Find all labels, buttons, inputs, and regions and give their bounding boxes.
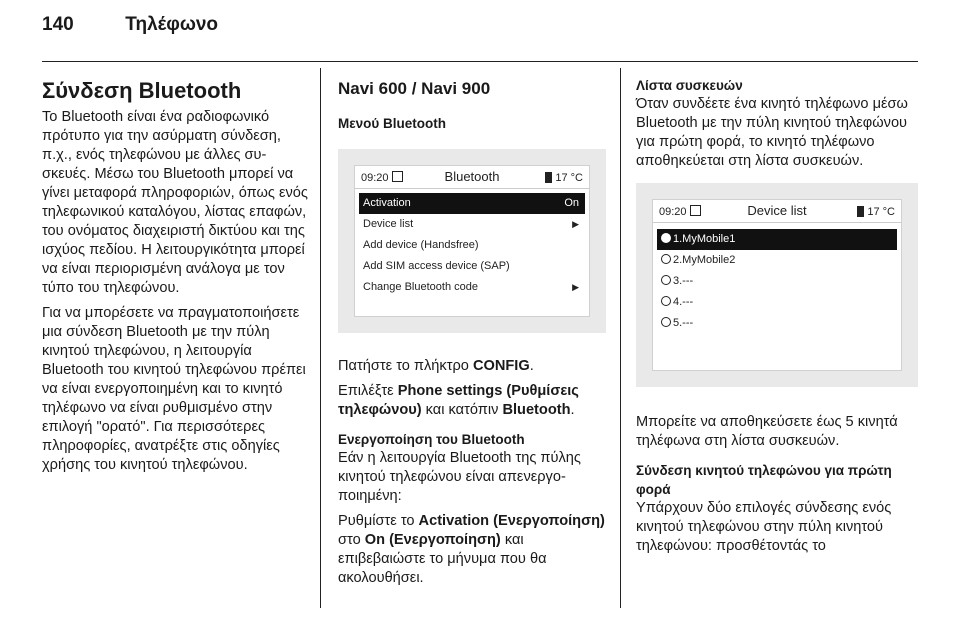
bluetooth-menu-screenshot — [338, 149, 606, 333]
menu-item-activation[interactable] — [359, 193, 585, 214]
column-divider-1 — [320, 68, 321, 608]
column-1 — [42, 76, 308, 481]
menu-item-change-code[interactable] — [359, 277, 585, 298]
temperature: 17 °C — [555, 172, 583, 184]
menu-item-label: Change Bluetooth code — [363, 281, 478, 293]
menu-item-add-sim-device[interactable] — [359, 256, 585, 277]
instruction-select: Επιλέξτε Phone settings (Ρυθμίσεις τηλεφώνου) και κατόπιν Bluetooth. — [338, 383, 579, 418]
max-devices-paragraph: Μπορείτε να αποθηκεύσετε έως 5 κινητά τηλέφωνα στη λίστα συσκευών. — [636, 414, 898, 449]
radio-icon — [661, 296, 671, 306]
phone-icon — [857, 206, 864, 217]
page-header — [42, 14, 218, 36]
device-list-screenshot — [636, 183, 918, 387]
column-2 — [338, 76, 606, 594]
menu-item-label: Add SIM access device (SAP) — [363, 260, 510, 272]
subheading-device-list: Λίστα συσκευών — [636, 78, 743, 93]
section-heading-bluetooth: Σύνδεση Bluetooth — [42, 78, 242, 103]
phone-icon — [545, 172, 552, 183]
section-heading-navi: Navi 600 / Navi 900 — [338, 79, 491, 98]
visibility-paragraph: Για να μπορέσετε να πραγματοποιήσετε μια σύνδεση Bluetooth με την πύλη κινητού τηλεφώνου, η λειτουργία Bluetooth του κινητού τηλεφώνου πρέπει να είναι ενεργοποιημένη και το κινητό τηλέφωνο να είναι ρυθμισμένο στην επιλογή "ορατό". Για περισσότερες πληροφορίες, ανατρέξτε στις οδηγίες χρήσης του κινητού τηλεφώνου. — [42, 305, 306, 473]
screen-title: Bluetooth — [444, 169, 500, 184]
radio-icon — [661, 317, 671, 327]
arrow-right-icon: ▶ — [572, 282, 579, 292]
temperature: 17 °C — [867, 206, 895, 218]
menu-item-add-device[interactable] — [359, 235, 585, 256]
device-item-3[interactable]: 3.--- — [657, 271, 897, 292]
subheading-activate: Ενεργοποίηση του Bluetooth — [338, 432, 525, 447]
instruction-activate: Ρυθμίστε το Activation (Ενεργοποίηση) στο On (Ενεργοποίηση) και επιβεβαιώστε το μήνυμα που θα ακολουθήσει. — [338, 513, 605, 586]
screen-title: Device list — [747, 203, 807, 218]
clock: 09:20 — [361, 172, 389, 184]
screen-status-bar — [355, 166, 589, 189]
device-list-paragraph: Όταν συνδέετε ένα κινητό τηλέφωνο μέσω Bluetooth με την πύλη κινητού τηλεφώνου για πρώτη φορά, το κινητό τηλέφωνο αποθηκεύεται στη λίστα συσκευών. — [636, 96, 908, 169]
bluetooth-screen — [354, 165, 590, 317]
intro-paragraph: Το Bluetooth είναι ένα ραδιοφωνικό πρότυπο για την ασύρματη σύνδεση, π.χ., ενός τηλεφώνου με άλλες συσκευές. Μέσω του Bluetooth μπορεί να γίνει μεταφορά πληροφοριών, όπως ενός τηλεφωνικού καταλόγου, λίστας επαφών, του ονόματος διαχειριστή δικτύου και της ισχύος πεδίου. Η λειτουργικότητα μπορεί να είναι περιορισμένη ανάλογα με τον τύπο του τηλεφώνου. — [42, 109, 308, 296]
device-item-4[interactable]: 4.--- — [657, 292, 897, 313]
subheading-bluetooth-menu: Μενού Bluetooth — [338, 116, 446, 131]
page-number: 140 — [42, 14, 74, 35]
menu-item-label: Device list — [363, 218, 414, 230]
menu-item-label: Activation — [363, 197, 411, 209]
deactivated-paragraph: Εάν η λειτουργία Bluetooth της πύλης κινητού τηλεφώνου είναι απενεργοποιημένη: — [338, 450, 581, 504]
arrow-right-icon: ▶ — [572, 219, 579, 229]
menu-item-device-list[interactable] — [359, 214, 585, 235]
radio-icon — [661, 275, 671, 285]
device-item-2[interactable]: 2.MyMobile2 — [657, 250, 897, 271]
column-3 — [636, 76, 918, 562]
chapter-title: Τηλέφωνο — [125, 14, 219, 35]
radio-selected-icon — [661, 233, 671, 243]
screen-status-bar — [653, 200, 901, 223]
column-divider-2 — [620, 68, 621, 608]
device-list-screen — [652, 199, 902, 371]
header-rule — [42, 61, 918, 62]
menu-item-label: Add device (Handsfree) — [363, 239, 479, 251]
instruction-config: Πατήστε το πλήκτρο CONFIG. — [338, 358, 534, 374]
device-item-1[interactable]: 1.MyMobile1 — [657, 229, 897, 250]
clock: 09:20 — [659, 206, 687, 218]
subheading-first-connection: Σύνδεση κινητού τηλεφώνου για πρώτη φορά — [636, 463, 892, 497]
radio-icon — [661, 254, 671, 264]
device-item-5[interactable]: 5.--- — [657, 313, 897, 334]
activation-value: On — [564, 197, 579, 209]
connection-options-paragraph: Υπάρχουν δύο επιλογές σύνδεσης ενός κινητού τηλεφώνου στην πύλη κινητού τηλεφώνου: προσθέτοντάς το — [636, 500, 892, 554]
